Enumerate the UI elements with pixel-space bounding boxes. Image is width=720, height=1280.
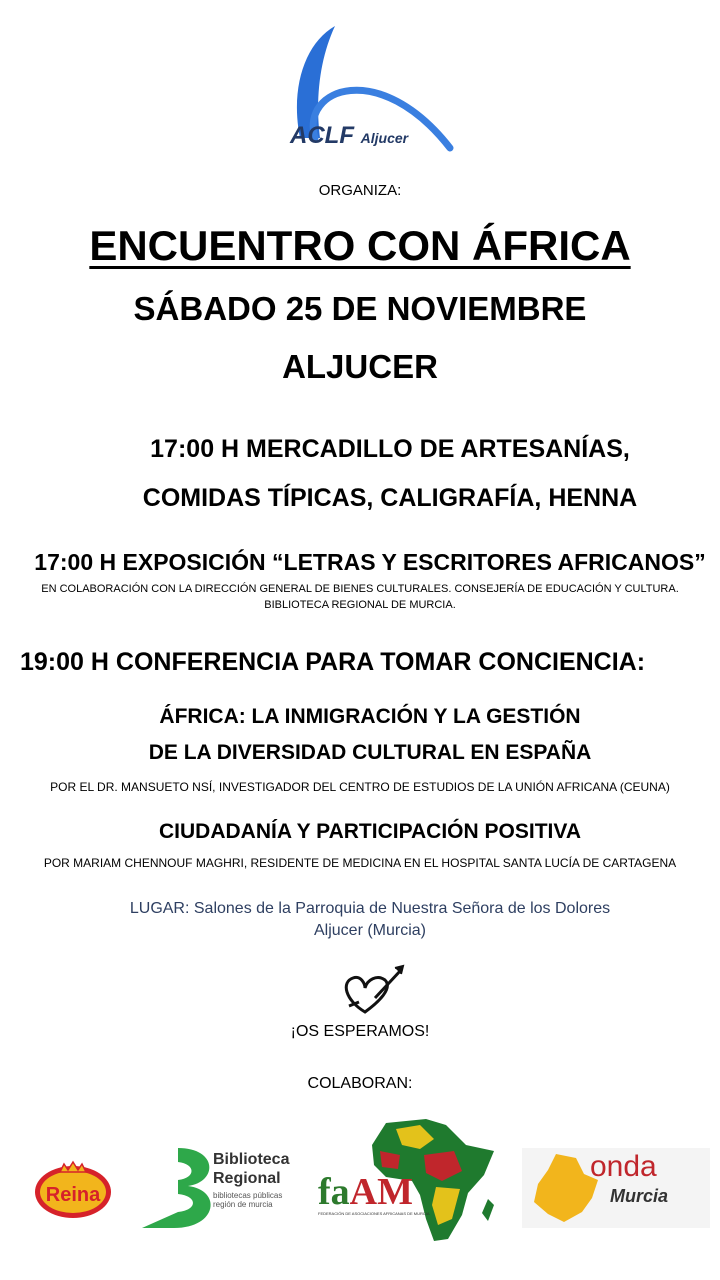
talk1-title-line-2: DE LA DIVERSIDAD CULTURAL EN ESPAÑA — [148, 741, 592, 764]
faam-subtitle: FEDERACIÓN DE ASOCIACIONES AFRICANAS DE MURCIA — [318, 1211, 430, 1216]
reina-logo-text: Reina — [45, 1184, 101, 1206]
event-title: ENCUENTRO CON ÁFRICA — [89, 222, 631, 269]
welcome-message: ¡OS ESPERAMOS! — [290, 1023, 430, 1040]
exhibition-collab-line-2: BIBLIOTECA REGIONAL DE MURCIA. — [264, 599, 456, 611]
aclf-logo-text: ACLF Aljucer — [290, 122, 409, 149]
reina-logo — [32, 1158, 114, 1222]
event-place: ALJUCER — [282, 348, 438, 385]
onda-logo-word: onda — [590, 1150, 657, 1183]
heart-icon — [335, 962, 407, 1018]
market-line-2: COMIDAS TÍPICAS, CALIGRAFÍA, HENNA — [142, 484, 638, 512]
talk2-speaker: POR MARIAM CHENNOUF MAGHRI, RESIDENTE DE MEDICINA EN EL HOSPITAL SANTA LUCÍA DE CARTAGENA — [43, 856, 677, 870]
organiza-label: ORGANIZA: — [318, 182, 402, 199]
talk1-speaker: POR EL DR. MANSUETO NSÍ, INVESTIGADOR DEL CENTRO DE ESTUDIOS DE LA UNIÓN AFRICANA (CEUNA) — [50, 780, 670, 794]
event-date: SÁBADO 25 DE NOVIEMBRE — [133, 290, 587, 327]
collaborators-label: COLABORAN: — [307, 1075, 413, 1092]
venue-line-2: Aljucer (Murcia) — [313, 922, 426, 939]
conference-line: 19:00 H CONFERENCIA PARA TOMAR CONCIENCIA: — [20, 648, 646, 676]
exhibition-line: 17:00 H EXPOSICIÓN “LETRAS Y ESCRITORES AFRICANOS” — [34, 549, 706, 575]
talk1-title-line-1: ÁFRICA: LA INMIGRACIÓN Y LA GESTIÓN — [159, 705, 581, 728]
market-line-1: 17:00 H MERCADILLO DE ARTESANÍAS, — [150, 435, 630, 463]
faam-logo-text: faAM — [318, 1171, 413, 1213]
biblioteca-name: Biblioteca Regional — [213, 1151, 290, 1187]
biblioteca-subtitle: bibliotecas públicas región de murcia — [213, 1191, 283, 1209]
venue-line-1: LUGAR: Salones de la Parroquia de Nuestra Señora de los Dolores — [129, 900, 611, 917]
talk2-title: CIUDADANÍA Y PARTICIPACIÓN POSITIVA — [159, 820, 581, 843]
onda-logo-city: Murcia — [610, 1186, 669, 1206]
exhibition-collab-line-1: EN COLABORACIÓN CON LA DIRECCIÓN GENERAL DE BIENES CULTURALES. CONSEJERÍA DE EDUCACIÓN Y CULTURA. — [41, 583, 679, 595]
